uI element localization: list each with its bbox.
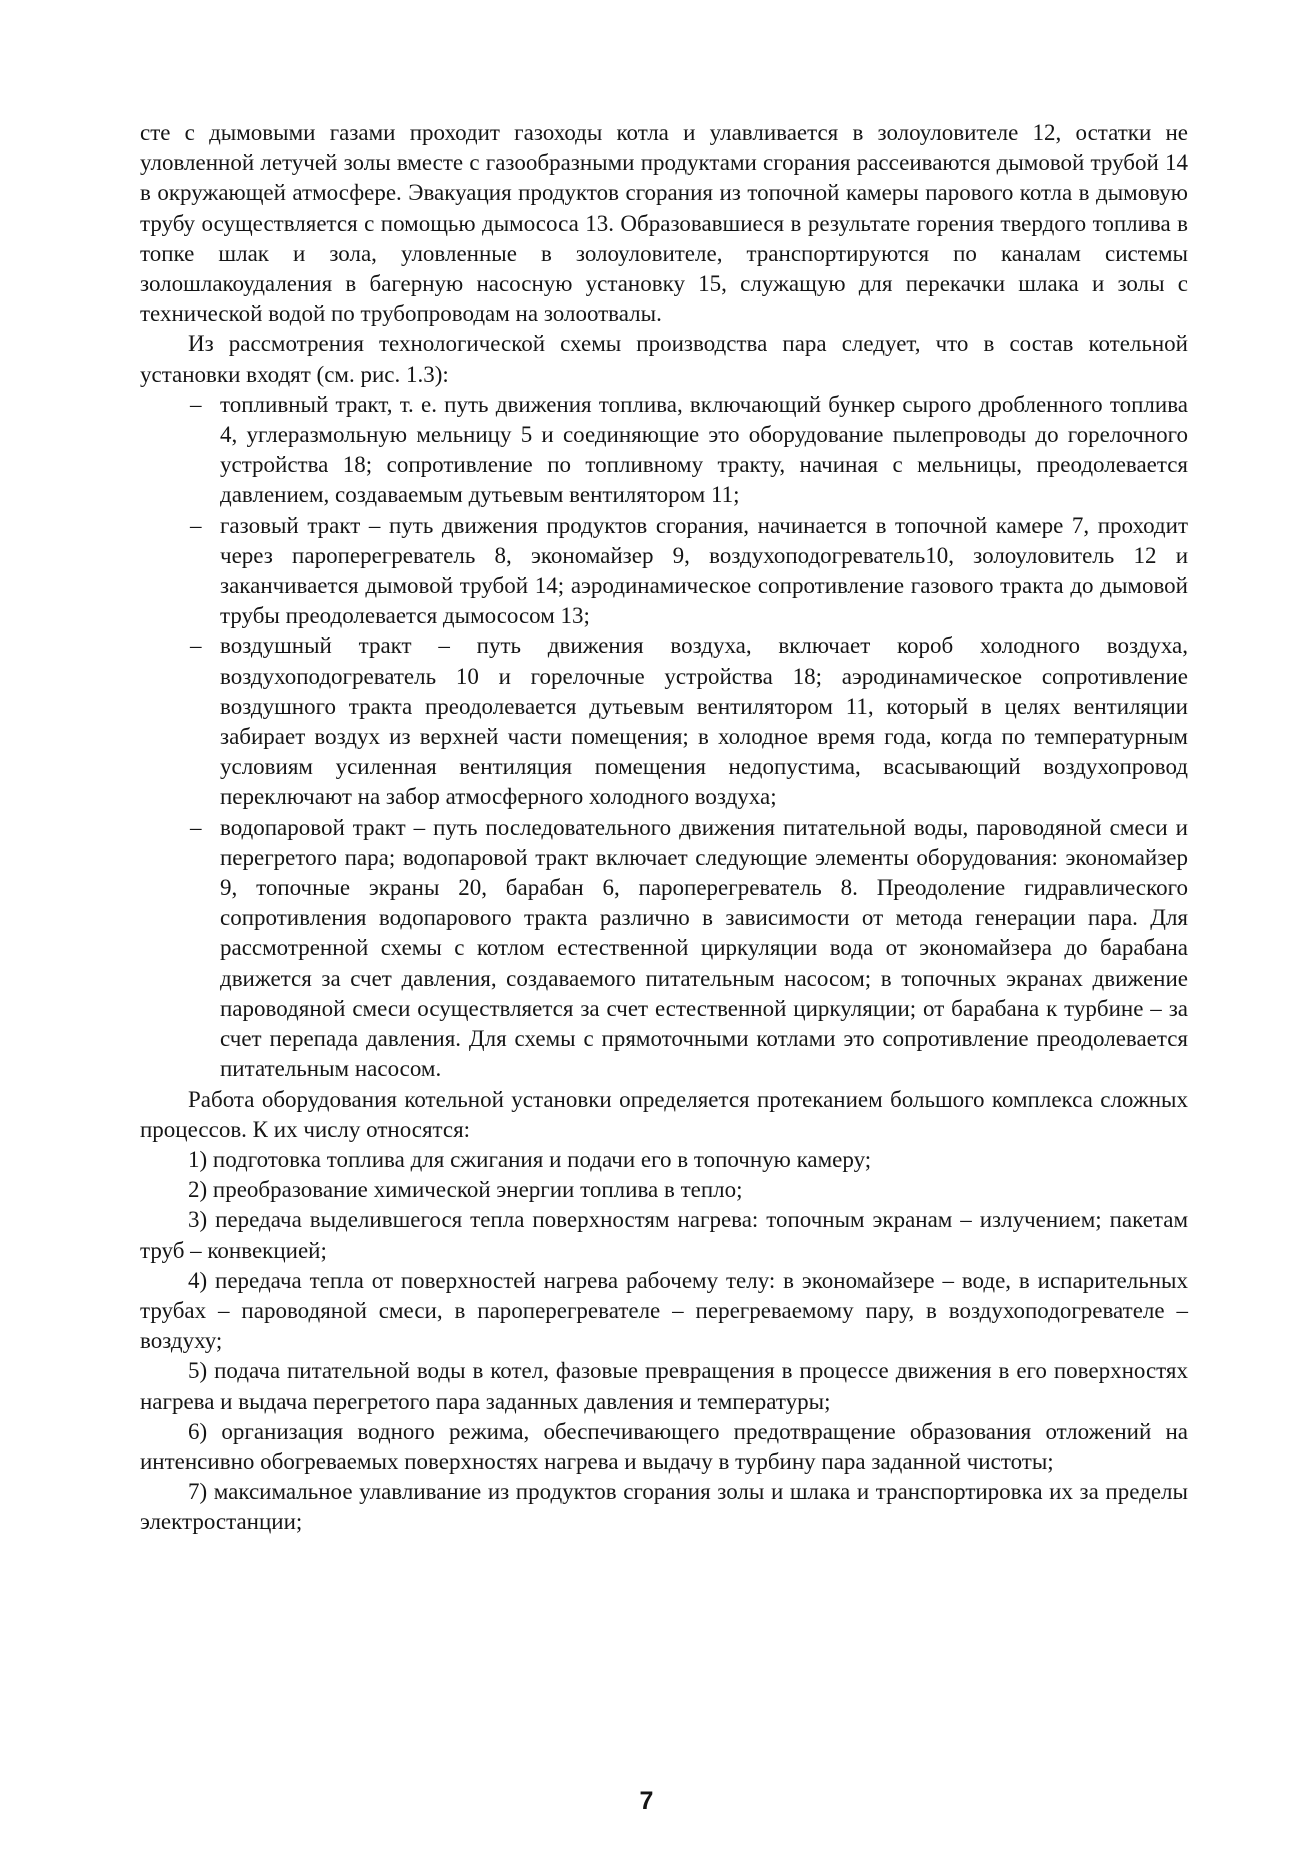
- bullet-list-tracts: [140, 390, 1188, 1085]
- bullet-air-tract: – воздушный тракт – путь движения воздуха, включает короб холодного воздуха, воздухоподогреватель 10 и горелочные устройства 18; аэродинамическое сопротивление воздушного тракта преодолевается дутьевым вентилятором 11, который в целях вентиляции забирает воздух из верхней части помещения; в холодное время года, когда по температурным условиям усиленная вентиляция помещения недопустима, всасывающий воздухопровод переключают на забор атмосферного холодного воздуха;: [220, 631, 1188, 812]
- numbered-list-processes: [140, 1145, 1188, 1538]
- process-item: 3) передача выделившегося тепла поверхностям нагрева: топочным экранам – излучением; пакетам труб – конвекцией;: [140, 1207, 1188, 1263]
- paragraph-continuation: сте с дымовыми газами проходит газоходы котла и улавливается в золоуловителе 12, остатки не уловленной летучей золы вместе с газообразными продуктами сгорания рассеиваются дымовой трубой 14 в окружающей атмосфере. Эвакуация продуктов сгорания из топочной камеры парового котла в дымовую трубу осуществляется с помощью дымососа 13. Образовавшиеся в результате горения твердого топлива в топке шлак и зола, уловленные в золоуловителе, транспортируются по каналам системы золошлакоудаления в багерную насосную установку 15, служащую для перекачки шлака и золы с технической водой по трубопроводам на золоотвалы.: [140, 120, 1188, 327]
- paragraph-boiler-composition: Из рассмотрения технологической схемы производства пара следует, что в состав котельной установки входят (см. рис. 1.3):: [140, 331, 1188, 387]
- process-item: 7) максимальное улавливание из продуктов сгорания золы и шлака и транспортировка их за пределы электростанции;: [140, 1479, 1188, 1535]
- process-item: 6) организация водного режима, обеспечивающего предотвращение образования отложений на интенсивно обогреваемых поверхностях нагрева и выдачу в турбину пара заданной чистоты;: [140, 1418, 1188, 1474]
- process-item: 1) подготовка топлива для сжигания и подачи его в топочную камеру;: [188, 1146, 872, 1172]
- paragraph-processes-intro: Работа оборудования котельной установки определяется протеканием большого комплекса сложных процессов. К их числу относятся:: [140, 1086, 1188, 1142]
- bullet-fuel-tract: – топливный тракт, т. е. путь движения топлива, включающий бункер сырого дробленного топлива 4, углеразмольную мельницу 5 и соединяющие это оборудование пылепроводы до горелочного устройства 18; сопротивление по топливному тракту, начиная с мельницы, преодолевается давлением, создаваемым дутьевым вентилятором 11;: [220, 390, 1188, 511]
- page-content: [140, 118, 1188, 1538]
- process-item: 2) преобразование химической энергии топлива в тепло;: [188, 1177, 743, 1203]
- bullet-water-steam-tract: – водопаровой тракт – путь последовательного движения питательной воды, пароводяной смеси и перегретого пара; водопаровой тракт включает следующие элементы оборудования: экономайзер 9, топочные экраны 20, барабан 6, пароперегреватель 8. Преодоление гидравлического сопротивления водопарового тракта различно в зависимости от метода генерации пара. Для рассмотренной схемы с котлом естественной циркуляции вода от экономайзера до барабана движется за счет давления, создаваемого питательным насосом; в топочных экранах движение пароводяной смеси осуществляется за счет естественной циркуляции; от барабана к турбине – за счет перепада давления. Для схемы с прямоточными котлами это сопротивление преодолевается питательным насосом.: [220, 813, 1188, 1085]
- bullet-gas-tract: – газовый тракт – путь движения продуктов сгорания, начинается в топочной камере 7, проходит через пароперегреватель 8, экономайзер 9, воздухоподогреватель10, золоуловитель 12 и заканчивается дымовой трубой 14; аэродинамическое сопротивление газового тракта до дымовой трубы преодолевается дымососом 13;: [220, 511, 1188, 632]
- page-number: 7: [639, 1787, 654, 1815]
- process-item: 5) подача питательной воды в котел, фазовые превращения в процессе движения в его поверхностях нагрева и выдача перегретого пара заданных давления и температуры;: [140, 1358, 1188, 1414]
- process-item: 4) передача тепла от поверхностей нагрева рабочему телу: в экономайзере – воде, в испарительных трубах – пароводяной смеси, в пароперегревателе – перегреваемому пару, в воздухоподогревателе – воздуху;: [140, 1267, 1188, 1354]
